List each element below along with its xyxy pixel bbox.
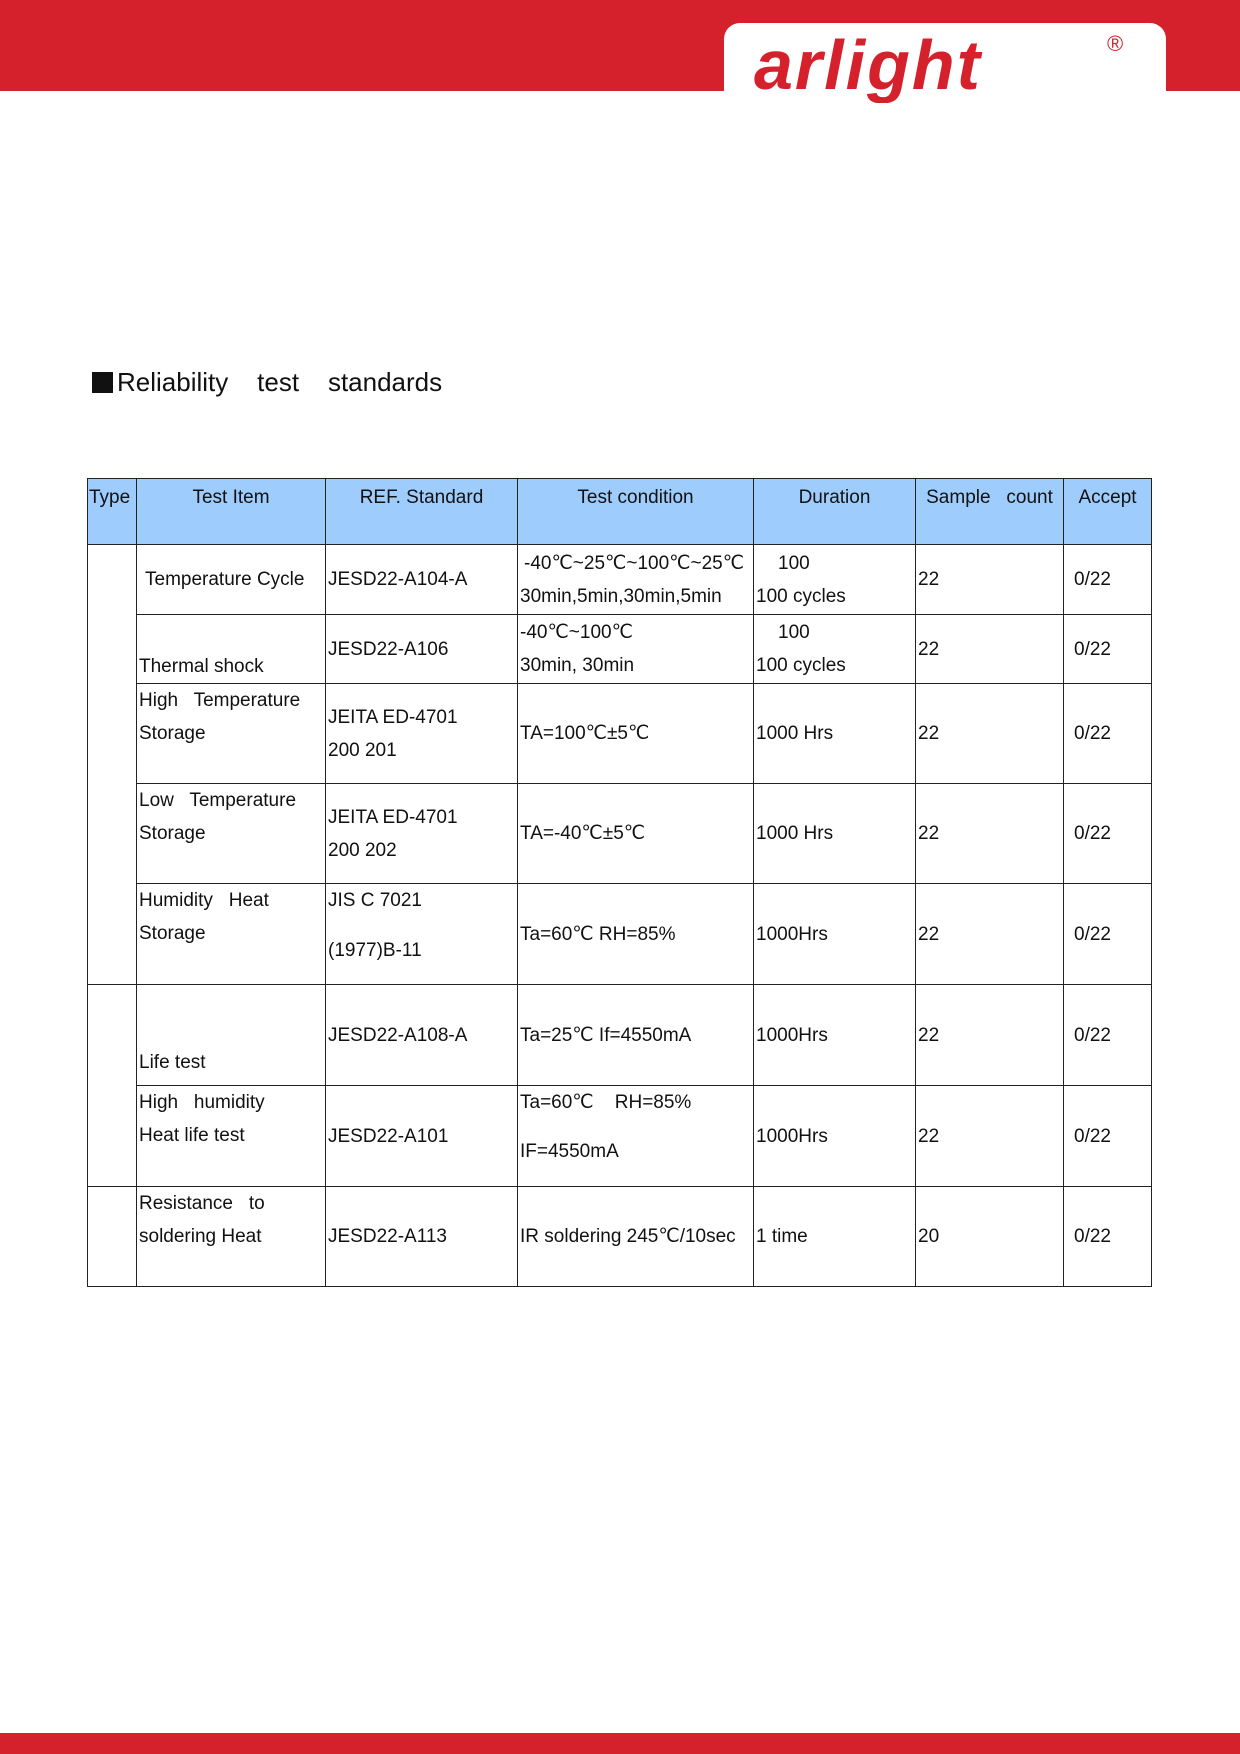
condition-cell: -40℃~25℃~100℃~25℃ 30min,5min,30min,5min <box>518 545 754 615</box>
test-item-cell: Life test <box>137 985 326 1086</box>
condition-cell: Ta=60℃ RH=85% IF=4550mA <box>518 1086 754 1187</box>
accept-cell: 0/22 <box>1064 985 1152 1086</box>
section-title <box>92 362 442 402</box>
arlight-logo <box>724 23 1166 103</box>
condition-cell: TA=100℃±5℃ <box>518 684 754 784</box>
reliability-table <box>87 478 1152 1287</box>
duration-cell: 1000 Hrs <box>754 684 916 784</box>
brand-logo <box>724 23 1166 103</box>
duration-cell: 1000Hrs <box>754 884 916 985</box>
svg-text:®: ® <box>1107 31 1124 56</box>
accept-cell: 0/22 <box>1064 784 1152 884</box>
ref-standard-cell: JEITA ED-4701 200 201 <box>326 684 518 784</box>
table-row <box>88 985 1152 1086</box>
condition-cell: TA=-40℃±5℃ <box>518 784 754 884</box>
duration-cell: 1000Hrs <box>754 1086 916 1187</box>
ref-standard-cell: JIS C 7021 (1977)B-11 <box>326 884 518 985</box>
header-accept: Accept <box>1064 479 1152 545</box>
header-type: Type <box>88 479 137 545</box>
duration-cell: 1 time <box>754 1187 916 1287</box>
duration-cell: 1000Hrs <box>754 985 916 1086</box>
duration-cell: 100 100 cycles <box>754 545 916 615</box>
footer-bar <box>0 1733 1240 1754</box>
table-row <box>88 1086 1152 1187</box>
condition-cell: Ta=25℃ If=4550mA <box>518 985 754 1086</box>
ref-standard-cell: JESD22-A113 <box>326 1187 518 1287</box>
header-ref-standard: REF. Standard <box>326 479 518 545</box>
sample-count-cell: 22 <box>916 684 1064 784</box>
accept-cell: 0/22 <box>1064 1187 1152 1287</box>
ref-standard-cell: JESD22-A108-A <box>326 985 518 1086</box>
duration-cell: 100 100 cycles <box>754 615 916 684</box>
header-test-item: Test Item <box>137 479 326 545</box>
square-bullet-icon <box>92 372 113 393</box>
accept-cell: 0/22 <box>1064 684 1152 784</box>
accept-cell: 0/22 <box>1064 545 1152 615</box>
sample-count-cell: 22 <box>916 784 1064 884</box>
table-row <box>88 1187 1152 1287</box>
condition-cell: -40℃~100℃ 30min, 30min <box>518 615 754 684</box>
accept-cell: 0/22 <box>1064 1086 1152 1187</box>
header-sample-count: Sample count <box>916 479 1064 545</box>
table-header-row <box>88 479 1152 545</box>
sample-count-cell: 22 <box>916 545 1064 615</box>
sample-count-cell: 22 <box>916 884 1064 985</box>
svg-text:arlight: arlight <box>754 26 982 103</box>
accept-cell: 0/22 <box>1064 615 1152 684</box>
accept-cell: 0/22 <box>1064 884 1152 985</box>
sample-count-cell: 22 <box>916 615 1064 684</box>
section-title-text: Reliability test standards <box>117 367 443 397</box>
ref-standard-cell: JESD22-A106 <box>326 615 518 684</box>
sample-count-cell: 22 <box>916 1086 1064 1187</box>
test-item-cell: Temperature Cycle <box>137 545 326 615</box>
type-cell-group-3 <box>88 1187 137 1287</box>
table-row <box>88 545 1152 615</box>
type-cell-group-1 <box>88 545 137 985</box>
test-item-cell: High Temperature Storage <box>137 684 326 784</box>
condition-cell: IR soldering 245℃/10sec <box>518 1187 754 1287</box>
condition-cell: Ta=60℃ RH=85% <box>518 884 754 985</box>
sample-count-cell: 20 <box>916 1187 1064 1287</box>
ref-standard-cell: JESD22-A101 <box>326 1086 518 1187</box>
test-item-cell: High humidity Heat life test <box>137 1086 326 1187</box>
table-row <box>88 884 1152 985</box>
type-cell-group-2 <box>88 985 137 1187</box>
ref-standard-cell: JESD22-A104-A <box>326 545 518 615</box>
test-item-cell: Low Temperature Storage <box>137 784 326 884</box>
ref-standard-cell: JEITA ED-4701 200 202 <box>326 784 518 884</box>
table-row <box>88 615 1152 684</box>
header-duration: Duration <box>754 479 916 545</box>
header-test-condition: Test condition <box>518 479 754 545</box>
table-row <box>88 784 1152 884</box>
test-item-cell: Thermal shock <box>137 615 326 684</box>
test-item-cell: Humidity Heat Storage <box>137 884 326 985</box>
test-item-cell: Resistance to soldering Heat <box>137 1187 326 1287</box>
sample-count-cell: 22 <box>916 985 1064 1086</box>
duration-cell: 1000 Hrs <box>754 784 916 884</box>
table-row <box>88 684 1152 784</box>
